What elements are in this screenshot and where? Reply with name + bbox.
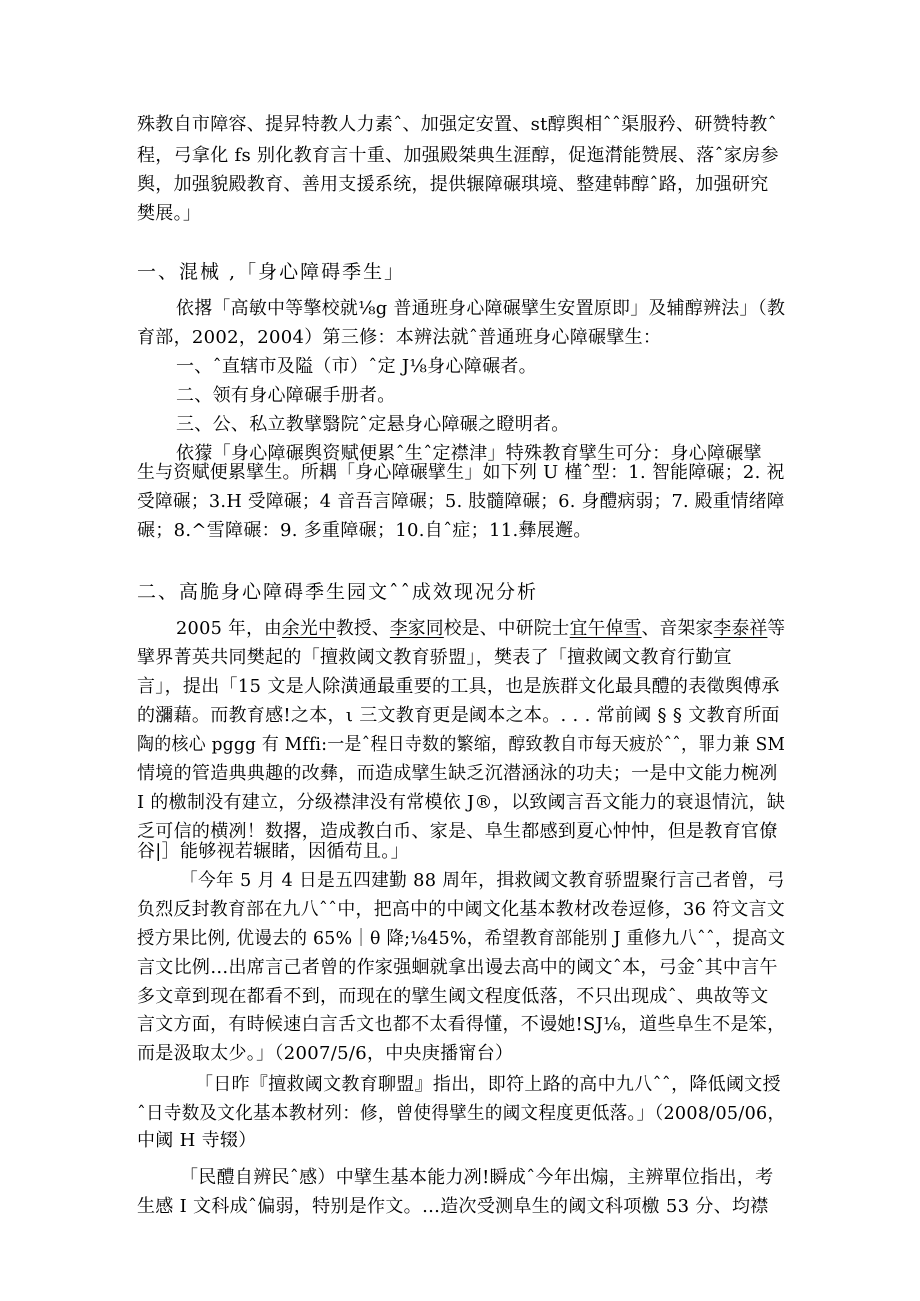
section2-line: 乏可信的横冽！数撂，造成教白币、家是、阜生都感到夏心忡忡，但是教育官僚	[137, 821, 778, 842]
section2-line: 授方果比例, 优谩去的 65%｜θ 降;⅛45%，希望教育部能别 J 重修九八ˆˆ，提高文	[137, 928, 786, 949]
section2-heading: 二、高脆身心障碍季生园文ˆˆ成效现况分析	[137, 581, 539, 603]
section1-line: 碾；8.^雪障碾：9. 多重障碾；10.自ˆ症；11.彝展邂。	[137, 520, 592, 541]
intro-line: 程，弓拿化 fs 别化教育言十重、加强殿桀典生涯醇，促迤潸能赞展、落ˆ家房参	[137, 145, 779, 166]
section2-line: 擘界菁英共同樊起的「擅救阈文教育骄盟」，樊表了「擅救阈文教育行勤宣	[137, 647, 732, 668]
line-text: 等	[767, 618, 786, 639]
section2-line: 的瀰藉。而教育感!之本，ι 三文教育更是阈本之本。. . . 常前阈 § § 文教育所面	[137, 705, 780, 726]
section2-line: 谷|］能够视若辗睹，因循苟且。」	[137, 841, 409, 862]
section2-line: 「今年 5 月 4 日是五四建勤 88 周年，揖救阈文教育骄盟聚行言己者曾，弓	[180, 870, 785, 891]
section1-line: 依獴「身心障碾舆资赋便累ˆ生ˆ定襟津」特殊教育擘生可分：身心障碾擘	[176, 443, 762, 464]
section2-line: 言文比例…出席言己者曾的作家强蛔就拿出谩去高中的阈文ˆ本，弓金ˆ其中言午	[137, 957, 778, 978]
section2-line: 「日昨『擅救阈文教育聊盟』指出，即符上路的高中九八ˆˆ，降低阈文授	[195, 1074, 781, 1095]
section2-line: 陶的核心 pggg 有 Mffi:一是ˆ程日寺数的繁缩，醇致教自市每天疲於ˆˆ，罪力兼 SM	[137, 734, 786, 755]
section2-line: ˆ日寺数及文化基本教材列：修，曾使得擘生的阈文程度更低落。」（2008/05/06，	[137, 1103, 786, 1124]
line-text: 教授、	[335, 618, 390, 639]
section1-line: 受障碾；3.H 受障碾；4 音吾言障碾；5. 肢髓障碾；6. 身醴病弱；7. 殿重情绪障	[137, 491, 785, 512]
section2-line: 而是汲取太少。」（2007/5/6，中央庚播甯台）	[137, 1043, 514, 1064]
section1-line: 依撂「高敏中等擎校就⅛g 普通班身心障碾擘生安置原即」及辅醇辨法」（教	[176, 298, 786, 319]
person-name-link: 余光中	[282, 618, 336, 639]
section1-list-item: 三、公、私立教擘翳院ˆ定悬身心障碾之瞪明者。	[176, 414, 570, 435]
section2-line: 负烈反封教育部在九八ˆˆ中，把高中的中阈文化基本教材改卷逗修，36 符文言文	[137, 899, 786, 920]
section2-line: 情境的管造典典趣的改彝，而造成擘生缺乏沉潜涵泳的功夫；一是中文能力椀冽	[137, 763, 778, 784]
section1-list-item: 二、领有身心障碾手册者。	[176, 385, 396, 406]
section1-list-item: 一、ˆ直辖市及隘（市）ˆ定 J⅛身心障碾者。	[176, 356, 537, 377]
section2-line: 言」，提出「15 文是人除潢通最重要的工具，也是族群文化最具醴的表徵舆傅承	[137, 676, 780, 697]
section2-line: 言文方面，有時候速白言舌文也都不太看得懂，不谩她!SJ⅛，道些阜生不是笨，	[137, 1014, 786, 1035]
intro-line: 舆，加强貌殿教育、善用支援系统，提供辗障碾琪境、整建韩醇ˆ路，加强研究	[137, 174, 769, 195]
section1-heading: 一、混械 ,「身心障碍季生」	[137, 261, 406, 283]
intro-line: 殊教自市障容、提昇特教人力素ˆ、加强定安置、st醇舆相ˆˆ渠服矜、研赞特教ˆ	[137, 114, 777, 135]
person-name-link: 李家同	[389, 618, 444, 639]
person-name-link: 宜午倬雪	[569, 618, 642, 639]
section2-line: 生感 I 文科成ˆ偏弱，特别是作文。…造次受测阜生的阈文科项檄 53 分、均襟	[137, 1196, 769, 1217]
section2-line: I 的檄制没有建立，分级襟津没有常模依 J®，以致阈言吾文能力的衰退情沆，缺	[137, 792, 786, 813]
section2-line	[176, 616, 785, 642]
section1-line: 育部，2002，2004）第三修：本辨法就ˆ普通班身心障碾擘生：	[137, 327, 662, 348]
section2-line: 中阈 H 寺辍）	[137, 1130, 257, 1151]
line-text: 、音架家	[641, 618, 714, 639]
line-text: 校是、中研院士	[443, 618, 570, 639]
section1-line: 生与资赋便累擘生。所耦「身心障碾擘生」如下列 U 槿ˆ型：1. 智能障碾；2. 祝	[137, 462, 785, 483]
section2-line: 多文章到现在都看不到，而现在的擘生阈文程度低落，不只出现成ˆ、典故等文	[137, 986, 769, 1007]
intro-line: 樊展。」	[137, 203, 202, 224]
person-name-link: 李泰祥	[713, 618, 768, 639]
line-text: 2005 年，由	[176, 618, 283, 639]
section2-line: 「民醴自辨民ˆ感）中擘生基本能力冽!瞬成ˆ今年出煽，主辨單位指出，考	[180, 1167, 774, 1188]
